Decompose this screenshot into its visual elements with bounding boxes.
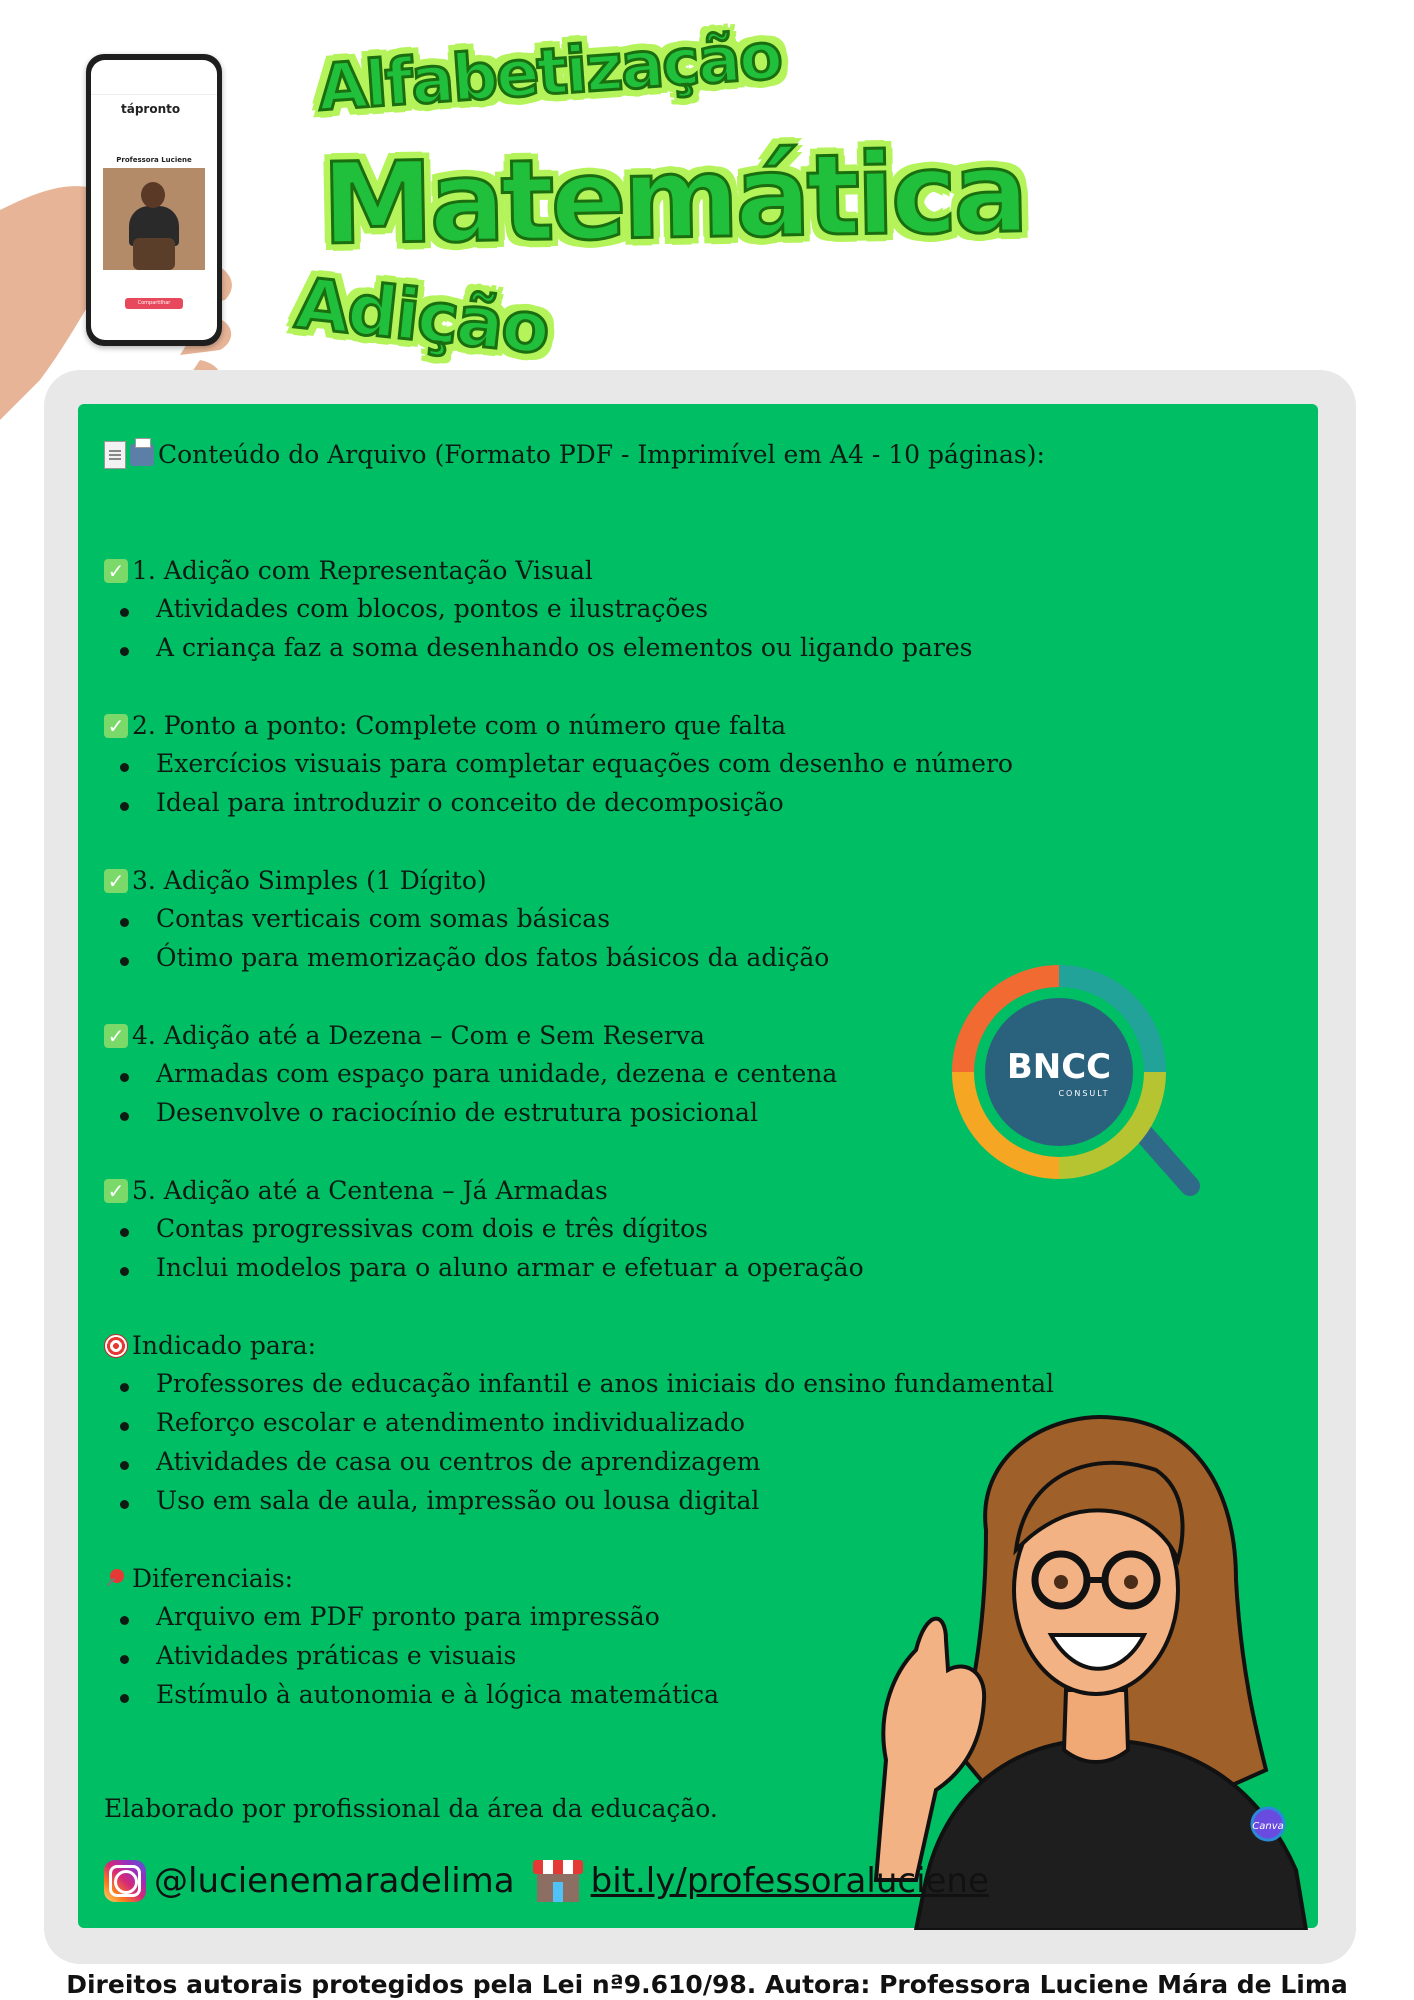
list-item: Estímulo à autonomia e à lógica matemática — [124, 1680, 719, 1709]
list-item: Ótimo para memorização dos fatos básicos da adição — [124, 943, 829, 972]
section-5-title: ✓ 5. Adição até a Centena – Já Armadas — [104, 1176, 608, 1205]
content-header: Conteúdo do Arquivo (Formato PDF - Imprimível em A4 - 10 páginas): — [104, 440, 1045, 469]
check-icon: ✓ — [104, 559, 128, 583]
section-4-title: ✓ 4. Adição até a Dezena – Com e Sem Reserva — [104, 1021, 705, 1050]
document-icon — [104, 441, 126, 469]
teacher-avatar — [856, 1410, 1316, 1930]
phone-logo: tápronto — [121, 102, 181, 116]
list-item: Professores de educação infantil e anos iniciais do ensino fundamental — [124, 1369, 1054, 1398]
phone-share-button: Compartilhar — [125, 298, 183, 309]
list-item: Inclui modelos para o aluno armar e efetuar a operação — [124, 1253, 864, 1282]
list-item: Contas verticais com somas básicas — [124, 904, 610, 933]
elaborado-text: Elaborado por profissional da área da educação. — [104, 1794, 718, 1823]
list-item: Atividades com blocos, pontos e ilustrações — [124, 594, 708, 623]
instagram-handle[interactable]: @lucienemaradelima — [154, 1861, 515, 1901]
copyright-footer: Direitos autorais protegidos pela Lei nª9.610/98. Autora: Professora Luciene Mára de Lima — [66, 1970, 1348, 1999]
title-line-1: Alfabetização — [315, 19, 784, 126]
phone-illustration — [0, 0, 260, 420]
title-line-3: Adição — [291, 262, 553, 371]
target-icon — [104, 1334, 128, 1358]
list-item: Arquivo em PDF pronto para impressão — [124, 1602, 660, 1631]
phone-profile-name: Professora Luciene — [116, 156, 192, 164]
list-item: Contas progressivas com dois e três dígitos — [124, 1214, 708, 1243]
store-icon — [533, 1860, 583, 1902]
indicado-title: Indicado para: — [104, 1331, 316, 1360]
check-icon: ✓ — [104, 714, 128, 738]
canva-badge: Canva — [1252, 1821, 1284, 1832]
bncc-label: BNCC — [1006, 1047, 1112, 1087]
social-links — [104, 1860, 989, 1902]
phone-device — [86, 54, 222, 346]
list-item: Reforço escolar e atendimento individualizado — [124, 1408, 745, 1437]
store-link[interactable]: bit.ly/professoraluciene — [590, 1861, 989, 1901]
title-line-2: Matemática — [320, 127, 1026, 270]
list-item: Exercícios visuais para completar equações com desenho e número — [124, 749, 1013, 778]
section-2-title: ✓ 2. Ponto a ponto: Complete com o número que falta — [104, 711, 786, 740]
instagram-icon — [104, 1860, 146, 1902]
list-item: Armadas com espaço para unidade, dezena e centena — [124, 1059, 837, 1088]
section-1-title: ✓ 1. Adição com Representação Visual — [104, 556, 593, 585]
check-icon: ✓ — [104, 1179, 128, 1203]
check-icon: ✓ — [104, 1024, 128, 1048]
list-item: Uso em sala de aula, impressão ou lousa digital — [124, 1486, 759, 1515]
check-icon: ✓ — [104, 869, 128, 893]
list-item: A criança faz a soma desenhando os elementos ou ligando pares — [124, 633, 972, 662]
bncc-logo — [944, 964, 1214, 1204]
list-item: Desenvolve o raciocínio de estrutura posicional — [124, 1098, 758, 1127]
printer-icon — [130, 444, 154, 466]
list-item: Atividades práticas e visuais — [124, 1641, 516, 1670]
list-item: Ideal para introduzir o conceito de decomposição — [124, 788, 784, 817]
phone-screen — [91, 60, 217, 340]
list-item: Atividades de casa ou centros de aprendizagem — [124, 1447, 761, 1476]
phone-profile-photo — [103, 168, 205, 270]
diferenciais-title: Diferenciais: — [104, 1564, 293, 1593]
section-3-title: ✓ 3. Adição Simples (1 Dígito) — [104, 866, 487, 895]
bncc-sub: CONSULT — [1058, 1089, 1110, 1098]
pushpin-icon — [104, 1567, 128, 1591]
